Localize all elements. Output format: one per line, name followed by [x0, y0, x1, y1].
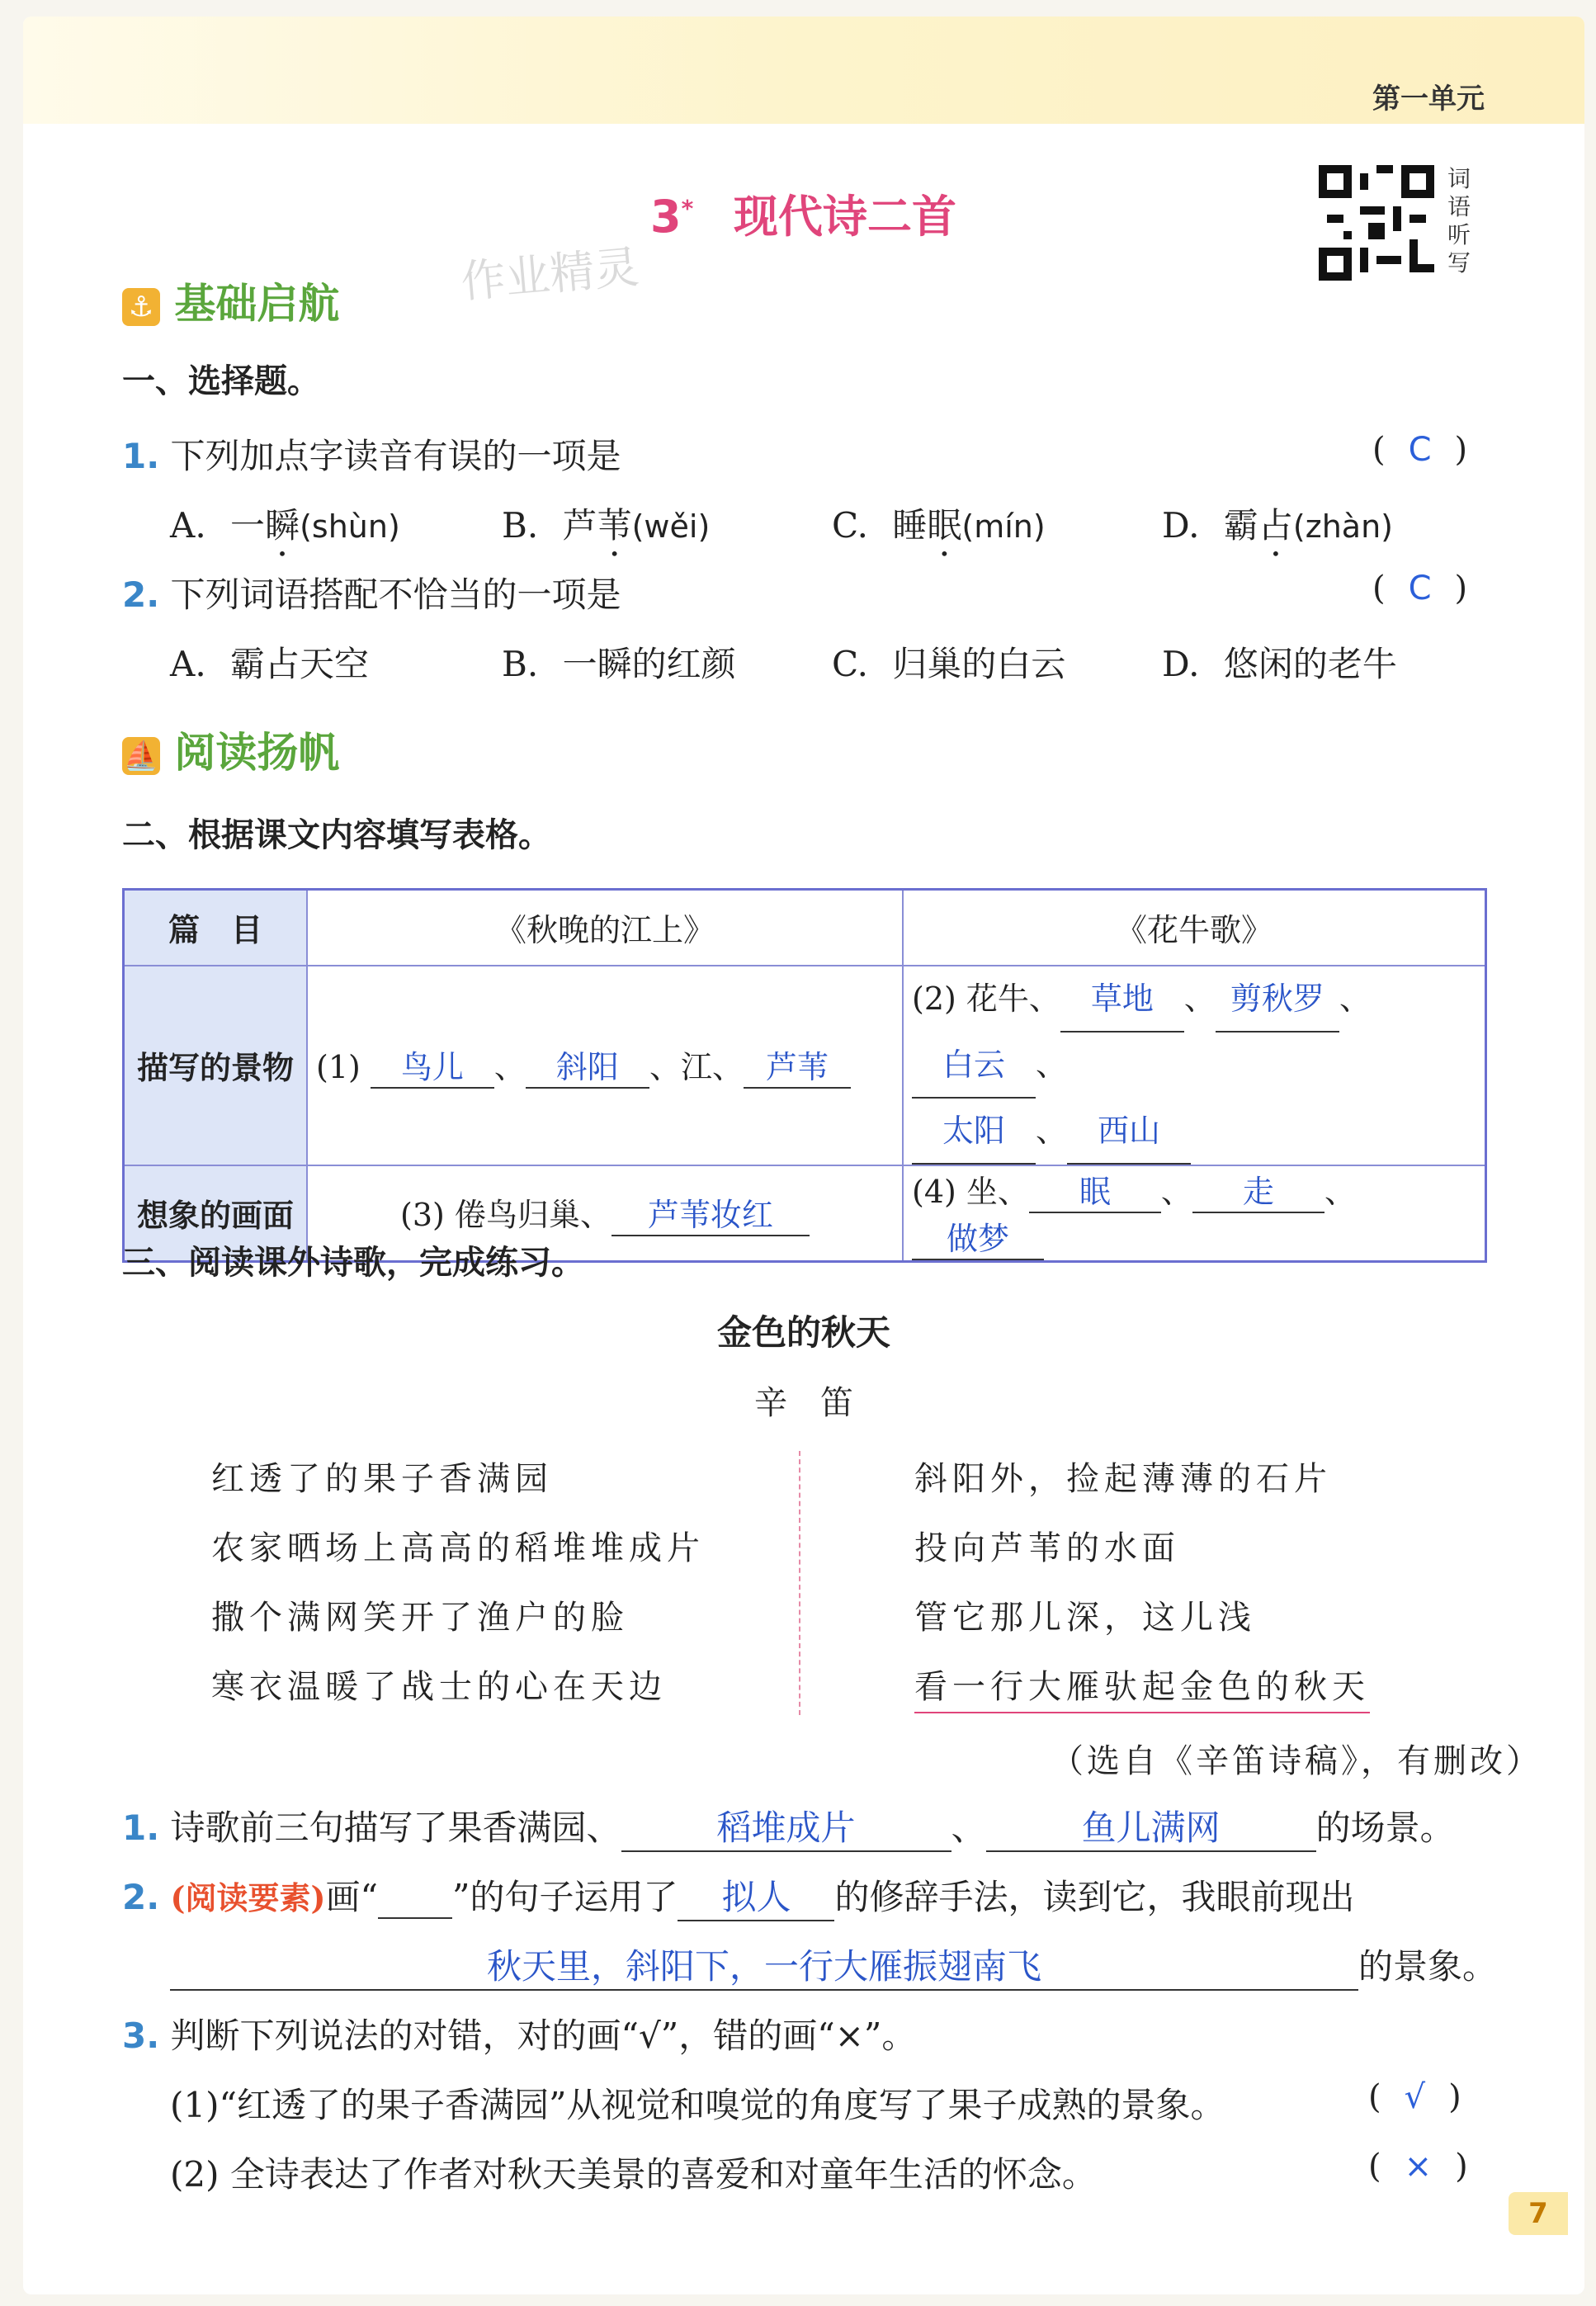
- judge-answer: √: [1404, 2078, 1426, 2116]
- blank-line: [378, 1877, 452, 1919]
- lesson-title: [650, 182, 956, 245]
- watermark: 作业精灵: [459, 240, 641, 309]
- dotted-char: 占: [1258, 505, 1293, 546]
- q2-answer-bracket: ( C ): [1372, 569, 1468, 607]
- answer-blank: 芦苇: [744, 1042, 851, 1089]
- option-letter: D.: [1162, 644, 1200, 684]
- poem2-title: 《花牛歌》: [903, 890, 1486, 966]
- q1-option-b: [502, 499, 710, 548]
- section-reading: [122, 720, 339, 779]
- section-basic-label: 基础启航: [174, 280, 340, 328]
- option-text: 霸: [1223, 505, 1258, 546]
- part1-heading: 一、选择题。: [122, 362, 320, 400]
- p3-q3-item1-bracket: ( √ ): [1368, 2078, 1461, 2116]
- section-reading-label: 阅读扬帆: [174, 729, 340, 777]
- judge-text: (1)“红透了的果子香满园”从视觉和嗅觉的角度写了果子成熟的景象。: [170, 2085, 1225, 2125]
- pinyin: (zhàn): [1292, 508, 1393, 545]
- q1-option-d: [1162, 499, 1393, 548]
- poem-line: 投向芦苇的水面: [914, 1529, 1180, 1567]
- answer-blank: 芦苇妆红: [611, 1189, 810, 1236]
- question-number: 1.: [122, 1807, 160, 1848]
- option-text: 芦: [562, 505, 597, 546]
- p3-q3-item1: [170, 2078, 1225, 2128]
- dotted-char: 苇: [597, 505, 632, 546]
- p3-q3-item2: [170, 2148, 1097, 2197]
- poem-title: 金色的秋天: [716, 1312, 890, 1353]
- pinyin: (wěi): [631, 508, 711, 545]
- poem-line-underlined: 看一行大雁驮起金色的秋天: [914, 1662, 1370, 1713]
- r1c1-cell: (1) 鸟儿 、 斜阳 、江、 芦苇: [307, 966, 903, 1165]
- poem-author: 辛 笛: [754, 1384, 853, 1422]
- p3-q1: [122, 1801, 1455, 1852]
- answer-blank: 斜阳: [526, 1042, 649, 1089]
- q2-option-a: [170, 637, 369, 687]
- question-number: 2.: [122, 1877, 160, 1917]
- q1-option-a: [170, 499, 400, 548]
- unit-label: 第一单元: [1372, 83, 1485, 116]
- q2: [122, 568, 621, 617]
- lesson-number: 3: [650, 191, 682, 243]
- option-letter: A.: [170, 644, 206, 684]
- r1c2-cell: (2) 花牛、 草地 、 剪秋罗 、白云 、 太阳 、 西山: [903, 966, 1486, 1165]
- dotted-char: 眠: [927, 505, 962, 546]
- answer-blank: 做梦: [912, 1213, 1044, 1260]
- option-text: 归巢的白云: [892, 644, 1066, 684]
- part2-heading: 二、根据课文内容填写表格。: [122, 816, 551, 854]
- answer-blank: 拟人: [678, 1870, 834, 1921]
- poem-line: 管它那儿深，这儿浅: [914, 1599, 1256, 1637]
- option-text: 睡: [892, 505, 928, 546]
- q1-stem: 下列加点字读音有误的一项是: [170, 436, 621, 476]
- answer-blank: 草地: [1060, 966, 1184, 1033]
- poem-table: [122, 888, 1487, 1263]
- q1-answer-bracket: ( C ): [1372, 431, 1468, 469]
- poem-line: 农家晒场上高高的稻堆堆成片: [211, 1529, 705, 1567]
- option-letter: D.: [1162, 505, 1200, 546]
- qr-code[interactable]: [1319, 165, 1434, 281]
- question-text: 的修辞手法，读到它，我眼前现出: [834, 1877, 1355, 1917]
- sail-icon: ⛵: [122, 737, 160, 775]
- question-text: 的景象。: [1358, 1946, 1498, 1987]
- poem-line: 斜阳外，捡起薄薄的石片: [914, 1460, 1332, 1498]
- p3-q3: [122, 2009, 916, 2058]
- question-text: ”的句子运用了: [452, 1877, 678, 1917]
- workbook-page: [23, 17, 1584, 2294]
- poem-left-column: [211, 1444, 705, 1722]
- cell-label: (4) 坐、: [912, 1173, 1029, 1210]
- answer-blank: 眠: [1029, 1166, 1161, 1213]
- cell-label: (1): [316, 1049, 361, 1085]
- poem-divider: [799, 1451, 800, 1715]
- q1: [122, 429, 621, 479]
- poem-right-column: [914, 1444, 1370, 1722]
- reading-tag: (阅读要素): [170, 1879, 326, 1916]
- answer-blank: 鱼儿满网: [986, 1801, 1316, 1852]
- option-letter: B.: [502, 505, 539, 546]
- question-text: 、: [951, 1807, 986, 1848]
- poem-line: 红透了的果子香满园: [211, 1460, 553, 1498]
- cell-label: (2) 花牛、: [912, 980, 1060, 1017]
- q1-answer: C: [1408, 431, 1432, 469]
- question-text: 的场景。: [1315, 1807, 1455, 1848]
- pinyin: (mín): [961, 508, 1046, 545]
- poem-line: 寒衣温暖了战士的心在天边: [211, 1668, 667, 1706]
- poem1-title: 《秋晚的江上》: [307, 890, 903, 966]
- option-letter: C.: [832, 505, 868, 546]
- answer-blank: 西山: [1067, 1099, 1191, 1165]
- lesson-name: 现代诗二首: [734, 191, 957, 243]
- question-text: 判断下列说法的对错，对的画“√”，错的画“×”。: [170, 2015, 917, 2056]
- p3-q2: [122, 1870, 1355, 1921]
- judge-answer: ×: [1404, 2148, 1433, 2186]
- q2-stem: 下列词语搭配不恰当的一项是: [170, 574, 621, 615]
- question-text: 画“: [325, 1877, 378, 1917]
- answer-blank: 太阳: [912, 1099, 1036, 1165]
- qr-label: 词语听写: [1447, 165, 1471, 276]
- question-text: 诗歌前三句描写了果香满园、: [170, 1807, 621, 1848]
- answer-blank: 秋天里，斜阳下，一行大雁振翅南飞: [170, 1940, 1358, 1991]
- q2-option-b: [502, 637, 736, 687]
- p3-q2-line2: [170, 1940, 1497, 1991]
- r2c2-cell: (4) 坐、 眠 、 走 、做梦: [903, 1165, 1486, 1262]
- q2-number: 2.: [122, 574, 160, 615]
- q2-option-c: [832, 637, 1065, 687]
- answer-blank: 鸟儿: [371, 1042, 494, 1089]
- row1-header: 描写的景物: [124, 966, 308, 1165]
- anchor-icon: ⚓: [122, 288, 160, 326]
- option-text: 一: [230, 505, 266, 546]
- answer-blank: 走: [1192, 1166, 1324, 1213]
- q2-option-d: [1162, 637, 1397, 687]
- q2-answer: C: [1408, 569, 1432, 607]
- option-letter: C.: [832, 644, 868, 684]
- p3-q3-item2-bracket: ( × ): [1368, 2148, 1468, 2186]
- col-header: 篇 目: [124, 890, 308, 966]
- option-letter: B.: [502, 644, 539, 684]
- poem-source: （选自《辛笛诗稿》，有删改）: [1051, 1742, 1542, 1780]
- cell-label: (3) 倦鸟归巢、: [400, 1197, 611, 1233]
- page-number: 7: [1509, 2192, 1568, 2235]
- cell-text: 、江、: [649, 1049, 744, 1085]
- option-text: 霸占天空: [230, 644, 370, 684]
- part3-heading: 三、阅读课外诗歌，完成练习。: [122, 1244, 584, 1282]
- question-number: 3.: [122, 2015, 160, 2056]
- judge-text: (2) 全诗表达了作者对秋天美景的喜爱和对童年生活的怀念。: [170, 2154, 1097, 2195]
- answer-blank: 剪秋罗: [1216, 966, 1339, 1033]
- header-band: [23, 17, 1584, 124]
- lesson-star: *: [681, 195, 694, 222]
- answer-blank: 白云: [912, 1033, 1036, 1099]
- section-basic: [122, 271, 339, 330]
- option-text: 一瞬的红颜: [562, 644, 736, 684]
- q1-number: 1.: [122, 436, 160, 476]
- poem-line: 撒个满网笑开了渔户的脸: [211, 1599, 629, 1637]
- q1-option-c: [832, 499, 1046, 548]
- row2-header: 想象的画面: [124, 1165, 308, 1262]
- option-letter: A.: [170, 505, 206, 546]
- answer-blank: 稻堆成片: [621, 1801, 951, 1852]
- dotted-char: 瞬: [265, 505, 300, 546]
- pinyin: (shùn): [300, 508, 400, 545]
- option-text: 悠闲的老牛: [1223, 644, 1397, 684]
